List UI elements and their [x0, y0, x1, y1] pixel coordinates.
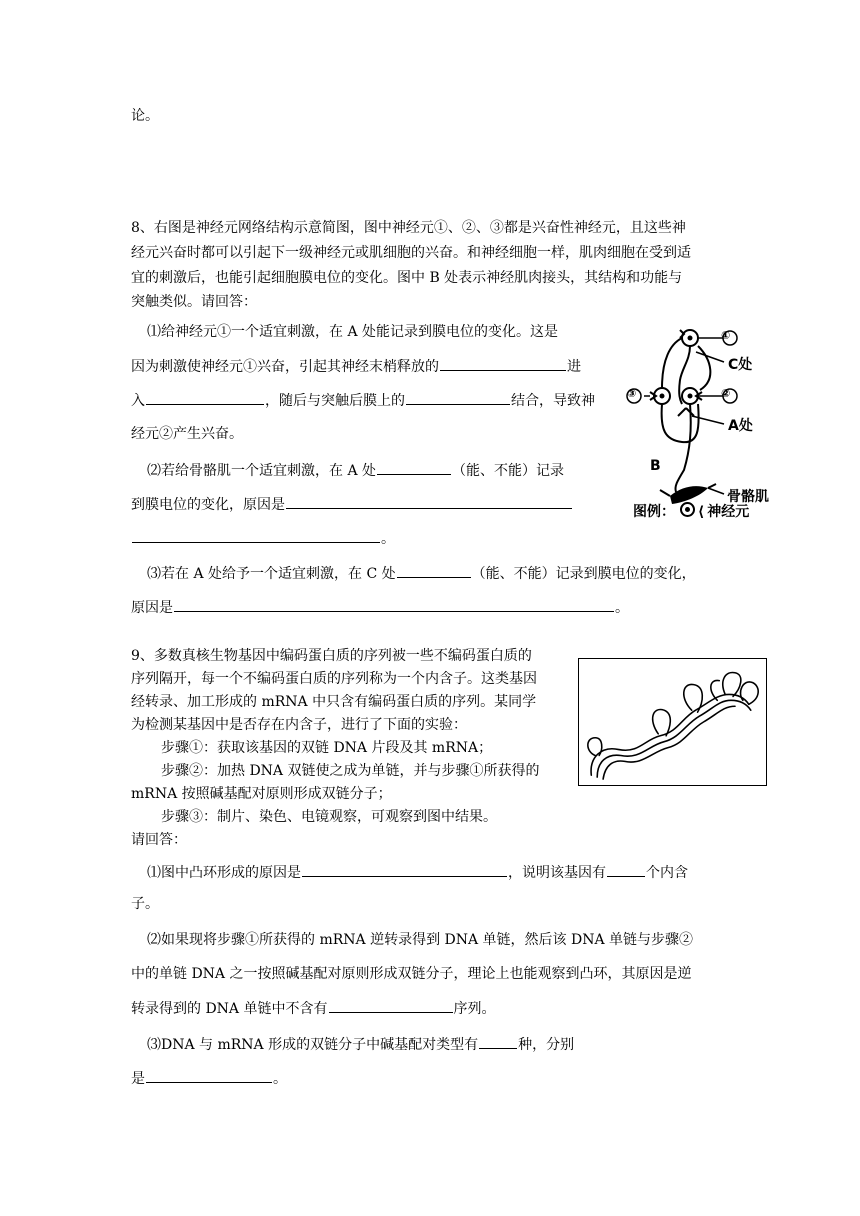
q9-part2-line3 [131, 998, 496, 1019]
intron-loop [653, 710, 671, 736]
b-site-label: B [650, 458, 661, 474]
q8-intro-line: 经元兴奋时都可以引起下一级神经元或肌细胞的兴奋。和神经细胞一样，肌肉细胞在受到适 [131, 245, 691, 261]
hybrid-strand-c [603, 706, 735, 779]
q8-intro-line: 宜的刺激后，也能引起细胞膜电位的变化。图中 B 处表示神经肌肉接头，其结构和功能与 [131, 270, 683, 286]
q8-part2-line1 [147, 460, 564, 481]
neuron-2-axon [675, 404, 690, 492]
answer-blank[interactable] [146, 1068, 272, 1083]
q8-part1-text: 结合，导致神 [511, 393, 595, 409]
q9-intro-line: 经转录、加工形成的 mRNA 中只含有编码蛋白质的序列。某同学 [131, 694, 537, 710]
q9-part1-text: ⑴图中凸环形成的原因是 [147, 865, 301, 881]
q9-step: 步骤③：制片、染色、电镜观察，可观察到图中结果。 [161, 809, 497, 825]
answer-blank[interactable] [607, 862, 645, 877]
neuron-1-label: ① [721, 329, 731, 342]
answer-blank[interactable] [479, 1034, 517, 1049]
q9-part1-line1 [147, 862, 688, 883]
dna-mrna-hybrid-figure [578, 658, 767, 786]
q9-part3-text: 是 [131, 1071, 145, 1087]
q8-part1-text: 进 [567, 359, 581, 375]
answer-blank[interactable] [329, 998, 453, 1013]
figure-legend [633, 501, 749, 521]
q8-part2-line3 [131, 528, 395, 549]
skeletal-muscle-label: 骨骼肌 [727, 489, 769, 505]
q9-step: 步骤①：获取该基因的双链 DNA 片段及其 mRNA； [161, 740, 493, 756]
answer-blank[interactable] [146, 390, 264, 405]
q9-step: mRNA 按照碱基配对原则形成双链分子； [131, 786, 392, 802]
neuron-3-label: ③ [627, 387, 637, 400]
q9-part2-line1: ⑵如果现将步骤①所获得的 mRNA 逆转录得到 DNA 单链，然后该 DNA 单链与步骤② [147, 932, 694, 948]
q8-part3-text: （能、不能）记录到膜电位的变化， [471, 566, 696, 582]
answer-blank[interactable] [406, 390, 510, 405]
q8-part1-line4: 经元②产生兴奋。 [131, 426, 243, 442]
q9-part2-line2: 中的单链 DNA 之一按照碱基配对原则形成双链分子，理论上也能观察到凸环，其原因是逆 [131, 966, 692, 982]
synapse-c [678, 408, 694, 416]
q9-step: 步骤②：加热 DNA 双链使之成为单链，并与步骤①所获得的 [161, 763, 540, 779]
hybrid-strand-b [597, 700, 751, 777]
q9-answer-prompt: 请回答： [131, 832, 187, 848]
q9-part2-text: 转录得到的 DNA 单链中不含有 [131, 1001, 328, 1017]
q8-intro-line: 8、右图是神经元网络结构示意简图，图中神经元①、②、③都是兴奋性神经元，且这些神 [131, 220, 686, 236]
answer-blank[interactable] [132, 528, 380, 543]
neuron-2-label: ② [721, 387, 731, 400]
q9-part3-line2 [131, 1068, 287, 1089]
q9-part1-text: ，说明该基因有 [508, 865, 606, 881]
intron-loop [741, 682, 759, 704]
q8-part3-text: ⑶若在 A 处给予一个适宜刺激，在 C 处 [147, 566, 396, 582]
q8-part2-text: 。 [381, 531, 395, 547]
q8-part3-text: 原因是 [131, 600, 173, 616]
q8-part1-text: ，随后与突触后膜上的 [265, 393, 405, 409]
q8-part1-text: 入 [131, 393, 145, 409]
q8-part3-text: 。 [615, 600, 629, 616]
q8-part1-line2 [131, 356, 581, 377]
q8-part1-line3 [131, 390, 595, 411]
q8-part2-line2 [131, 494, 573, 515]
q9-part3-line1 [147, 1034, 574, 1055]
page-fragment: 论。 [131, 108, 159, 124]
neuron-terminal-icon: ⟨ [697, 504, 705, 520]
answer-blank[interactable] [174, 597, 614, 612]
q9-part2-text: 序列。 [453, 1001, 496, 1017]
q8-part1-text: 因为刺激使神经元①兴奋，引起其神经末梢释放的 [131, 359, 439, 375]
answer-blank[interactable] [377, 460, 451, 475]
intron-loop [723, 673, 741, 697]
intron-loop [684, 684, 703, 712]
q8-part1-line1: ⑴给神经元①一个适宜刺激，在 A 处能记录到膜电位的变化。这是 [147, 324, 559, 340]
q9-part3-text: ⑶DNA 与 mRNA 形成的双链分子中碱基配对类型有 [147, 1037, 479, 1053]
legend-item: 神经元 [707, 504, 750, 520]
answer-blank[interactable] [286, 494, 572, 509]
answer-blank[interactable] [302, 862, 507, 877]
answer-blank[interactable] [440, 356, 566, 371]
q8-part2-text: 到膜电位的变化，原因是 [131, 497, 285, 513]
q8-part2-text: （能、不能）记录 [452, 463, 565, 479]
q9-intro-line: 序列隔开，每一个不编码蛋白质的序列称为一个内含子。这类基因 [131, 671, 537, 687]
q9-part3-text: 种，分别 [518, 1037, 575, 1053]
answer-blank[interactable] [397, 563, 471, 578]
legend-label: 图例： [633, 504, 675, 520]
q9-part3-text: 。 [273, 1071, 287, 1087]
q9-part1-text: 个内含 [646, 865, 688, 881]
c-site-label: C处 [728, 357, 753, 373]
neuron-icon [680, 502, 695, 517]
q8-part3-line2 [131, 597, 629, 618]
q9-part1-line2: 子。 [131, 896, 159, 912]
q9-intro-line: 9、多数真核生物基因中编码蛋白质的序列被一些不编码蛋白质的 [131, 648, 532, 664]
q8-part3-line1 [147, 563, 696, 584]
hybrid-strand-a [591, 694, 749, 775]
q8-part2-text: ⑵若给骨骼肌一个适宜刺激，在 A 处 [147, 463, 377, 479]
q8-intro-line: 突触类似。请回答： [131, 294, 257, 310]
a-site-label: A处 [728, 418, 753, 434]
q9-intro-line: 为检测某基因中是否存在内含子，进行了下面的实验： [131, 717, 467, 733]
